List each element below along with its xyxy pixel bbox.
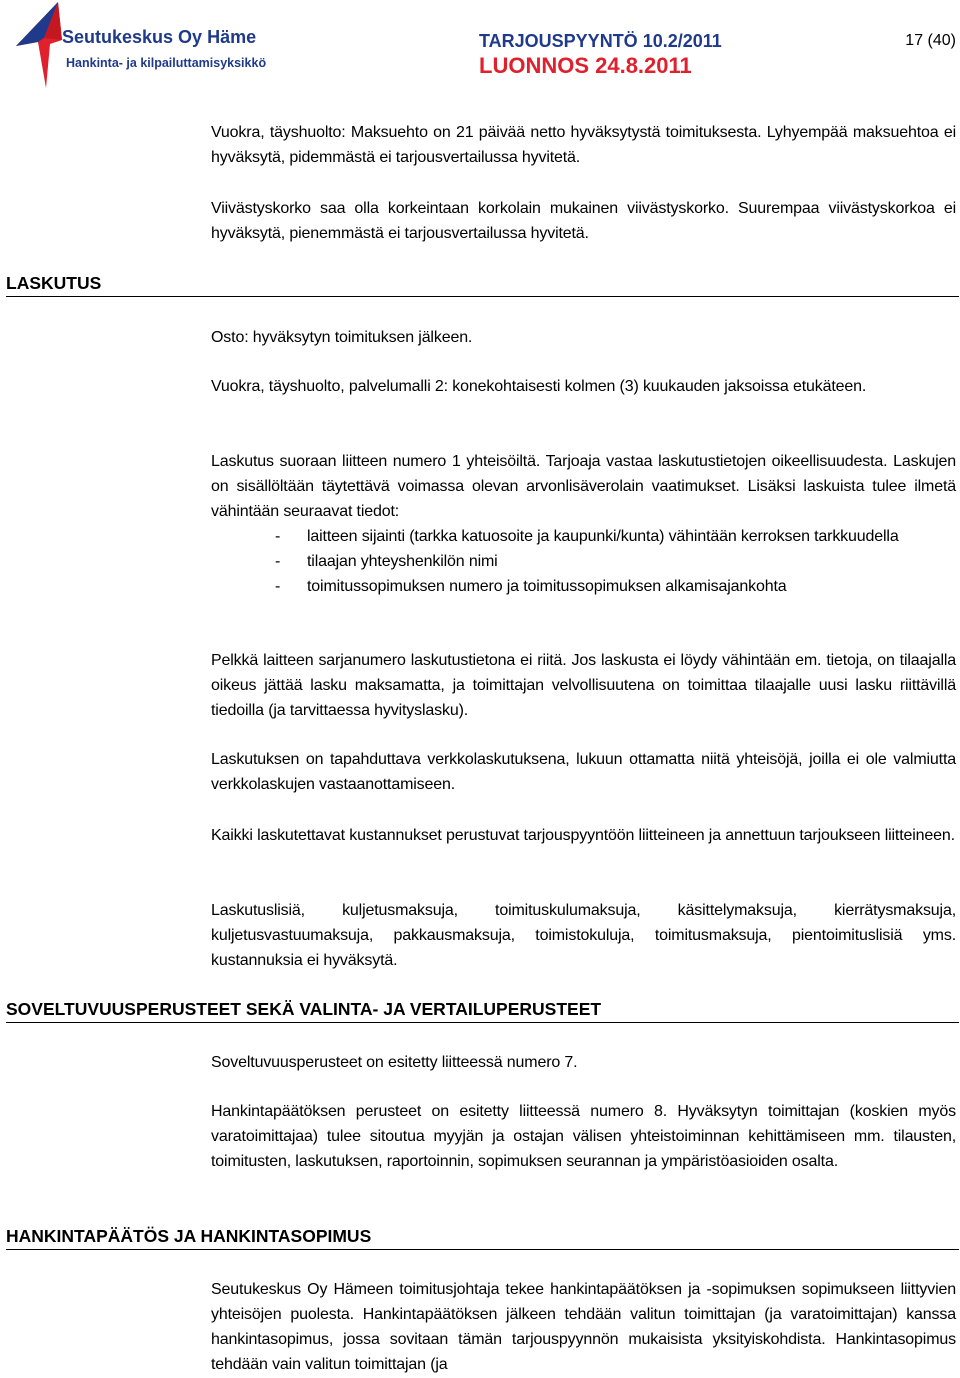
section-heading-hankintapaatos: HANKINTAPÄÄTÖS JA HANKINTASOPIMUS [6, 1225, 959, 1250]
billing-details-list [211, 524, 956, 599]
rental-billing-paragraph: Vuokra, täyshuolto, palvelumalli 2: konekohtaisesti kolmen (3) kuukauden jaksoissa etukäteen. [211, 378, 867, 395]
purchase-billing-paragraph: Osto: hyväksytyn toimituksen jälkeen. [211, 329, 473, 346]
list-item: - toimitussopimuksen numero ja toimitussopimuksen alkamisajankohta [275, 578, 787, 595]
billable-costs-paragraph: Kaikki laskutettavat kustannukset perustuvat tarjouspyyntöön liitteineen ja annettuun tarjoukseen liitteineen. [211, 827, 955, 844]
section-heading-laskutus: LASKUTUS [6, 272, 959, 297]
billing-requirements-block [211, 449, 956, 599]
page-number: 17 (40) [905, 32, 956, 49]
procurement-decision-paragraph: Seutukeskus Oy Hämeen toimitusjohtaja tekee hankintapäätöksen ja -sopimuksen sopimukseen liittyvien yhteisöjen puolesta. Hankintapäätöksen jälkeen tehdään valitun toimittajan (ja varatoimittajan) kanssa hankintasopimus, jossa sovitaan tämän tarjouspyynnön mukaisista yksityiskohdista. Hankintasopimus tehdään vain valitun toimittajan (ja [211, 1281, 956, 1373]
suitability-paragraph: Soveltuvuusperusteet on esitetty liitteessä numero 7. [211, 1054, 578, 1071]
payment-terms-paragraph: Vuokra, täyshuolto: Maksuehto on 21 päivää netto hyväksytystä toimituksesta. Lyhyempää maksuehtoa ei hyväksytä, pidemmästä ei tarjousvertailussa hyvitetä. [211, 124, 956, 166]
late-interest-paragraph: Viivästyskorko saa olla korkeintaan korkolain mukainen viivästyskorko. Suurempaa viivästyskorkoa ei hyväksytä, pienemmästä ei tarjousvertailussa hyvitetä. [211, 200, 956, 242]
section-heading-soveltuvuus: SOVELTUVUUSPERUSTEET SEKÄ VALINTA- JA VERTAILUPERUSTEET [6, 998, 959, 1023]
draft-label: LUONNOS 24.8.2011 [479, 53, 692, 78]
extra-fees-paragraph: Laskutuslisiä, kuljetusmaksuja, toimituskulumaksuja, käsittelymaksuja, kierrätysmaksuja, kuljetusvastuumaksuja, pakkausmaksuja, toimistokuluja, toimitusmaksuja, pientoimituslisiä yms. kustannuksia ei hyväksytä. [211, 902, 956, 969]
decision-criteria-paragraph: Hankintapäätöksen perusteet on esitetty liitteessä numero 8. Hyväksytyn toimittajan (koskien myös varatoimittajaa) tulee sitoutua myyjän ja ostajan välisen yhteistoiminnan kehittämiseen mm. tilausten, toimitusten, laskutuksen, raportoinnin, sopimuksen seurannan ja ympäristöasioiden osalta. [211, 1103, 956, 1170]
org-unit: Hankinta- ja kilpailuttamisyksikkö [66, 56, 267, 70]
e-invoicing-paragraph: Laskutuksen on tapahduttava verkkolaskutuksena, lukuun ottamatta niitä yhteisöjä, joilla ei ole valmiutta verkkolaskujen vastaanottamiseen. [211, 751, 956, 793]
seutukeskus-logo-icon [14, 2, 64, 88]
org-name: Seutukeskus Oy Häme [62, 27, 257, 47]
list-item: - laitteen sijainti (tarkka katuosoite ja kaupunki/kunta) vähintään kerroksen tarkkuudella [275, 528, 899, 545]
serial-number-paragraph: Pelkkä laitteen sarjanumero laskutustietona ei riitä. Jos laskusta ei löydy vähintään em. tietoja, on tilaajalla oikeus jättää lasku maksamatta, ja toimittajan velvollisuutena on toimittaa tilaajalle uusi lasku riittävillä tiedoilla (ja tarvittaessa hyvityslasku). [211, 652, 956, 719]
billing-requirements-paragraph: Laskutus suoraan liitteen numero 1 yhteisöiltä. Tarjoaja vastaa laskutustietojen oikeellisuudesta. Laskujen on sisällöltään täytettävä voimassa olevan arvonlisäverolain vaatimukset. Lisäksi laskuista tulee ilmetä vähintään seuraavat tiedot: [211, 453, 956, 520]
document-id: TARJOUSPYYNTÖ 10.2/2011 [479, 31, 722, 51]
page-header [0, 0, 960, 90]
list-item: - tilaajan yhteyshenkilön nimi [275, 553, 498, 570]
